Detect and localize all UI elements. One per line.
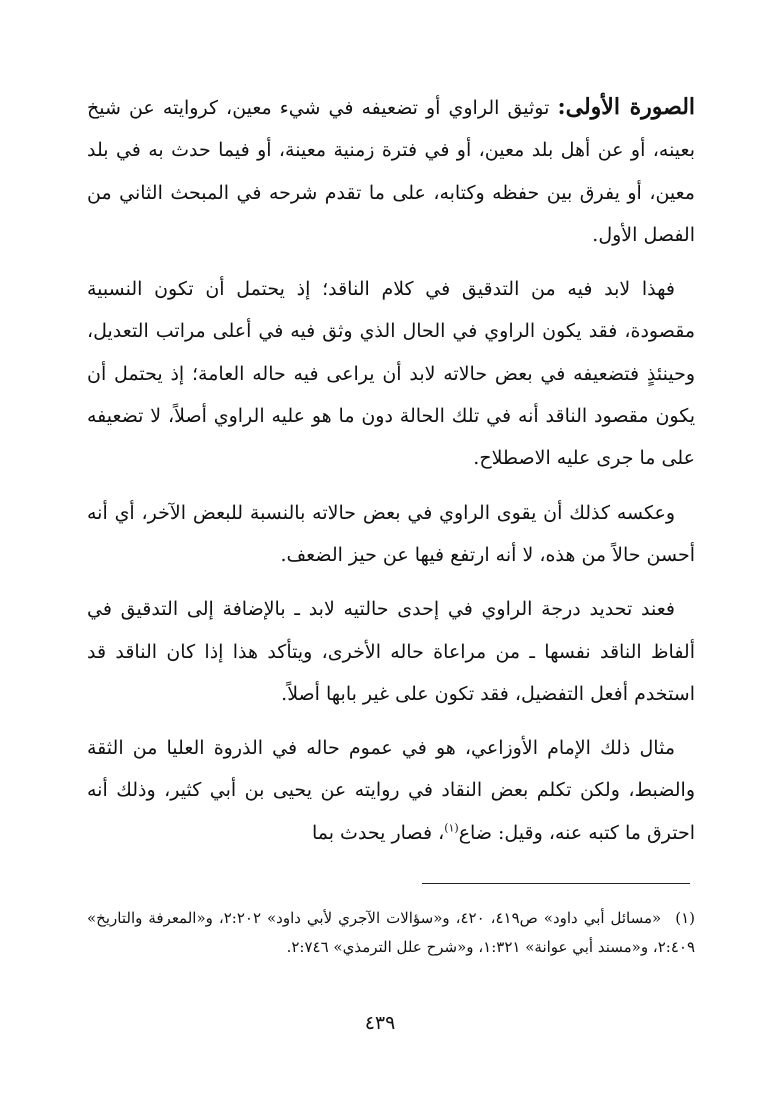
footnote-1 (87, 904, 695, 962)
footnotes (87, 904, 695, 962)
paragraph-5 (87, 727, 695, 854)
footnote-text: «مسائل أبي داود» ص٤١٩، ٤٢٠، و«سؤالات الآجري لأبي داود» ٢:٢٠٢، و«المعرفة والتاريخ» ٢:٤٠٩، و«مسند أبي عوانة» ١:٣٢١، و«شرح علل الترمذي» ٢:٧٤٦. (87, 909, 695, 956)
section-heading: الصورة الأولى: (557, 94, 696, 120)
page-number: ٤٣٩ (364, 1012, 396, 1034)
footnote-divider (422, 883, 690, 884)
paragraph-3: وعكسه كذلك أن يقوى الراوي في بعض حالاته بالنسبة للبعض الآخر، أي أنه أحسن حالاً من هذه، لا أنه ارتفع فيها عن حيز الضعف. (87, 501, 695, 566)
paragraph-2: فهذا لابد فيه من التدقيق في كلام الناقد؛ إذ يحتمل أن تكون النسبية مقصودة، فقد يكون الراوي في الحال الذي وثق فيه في أعلى مراتب التعديل، وحينئذٍ فتضعيفه في بعض حالاته لابد أن يراعى فيه حاله العامة؛ إذ يحتمل أن يكون مقصود الناقد أنه في تلك الحالة دون ما هو عليه الراوي أصلاً، لا تضعيفه على ما جرى عليه الاصطلاح. (87, 278, 695, 470)
paragraph-5-text-b: ، فصار يحدث بما (311, 821, 445, 844)
main-text (87, 86, 695, 866)
paragraph-1-text: توثيق الراوي أو تضعيفه في شيء معين، كروايته عن شيخ بعينه، أو عن أهل بلد معين، أو في فترة زمنية معينة، أو فيما حدث به في بلد معين، أو يفرق بين حفظه وكتابه، على ما تقدم شرحه في المبحث الثاني من الفصل الأول. (87, 97, 695, 246)
footnote-reference[interactable]: (١) (444, 821, 459, 835)
paragraph-1 (87, 86, 695, 256)
paragraph-5-text-a: مثال ذلك الإمام الأوزاعي، هو في عموم حاله في الذروة العليا من الثقة والضبط، ولكن تكلم بعض النقاد في روايته عن يحيى بن أبي كثير، وذلك أنه احترق ما كتبه عنه، وقيل: ضاع (87, 737, 695, 844)
footnote-number: (١) (675, 909, 696, 927)
paragraph-4: فعند تحديد درجة الراوي في إحدى حالتيه لابد ـ بالإضافة إلى التدقيق في ألفاظ الناقد نفسها ـ من مراعاة حاله الأخرى، ويتأكد هذا إذا كان الناقد قد استخدم أفعل التفضيل، فقد تكون على غير بابها أصلاً. (87, 598, 695, 705)
